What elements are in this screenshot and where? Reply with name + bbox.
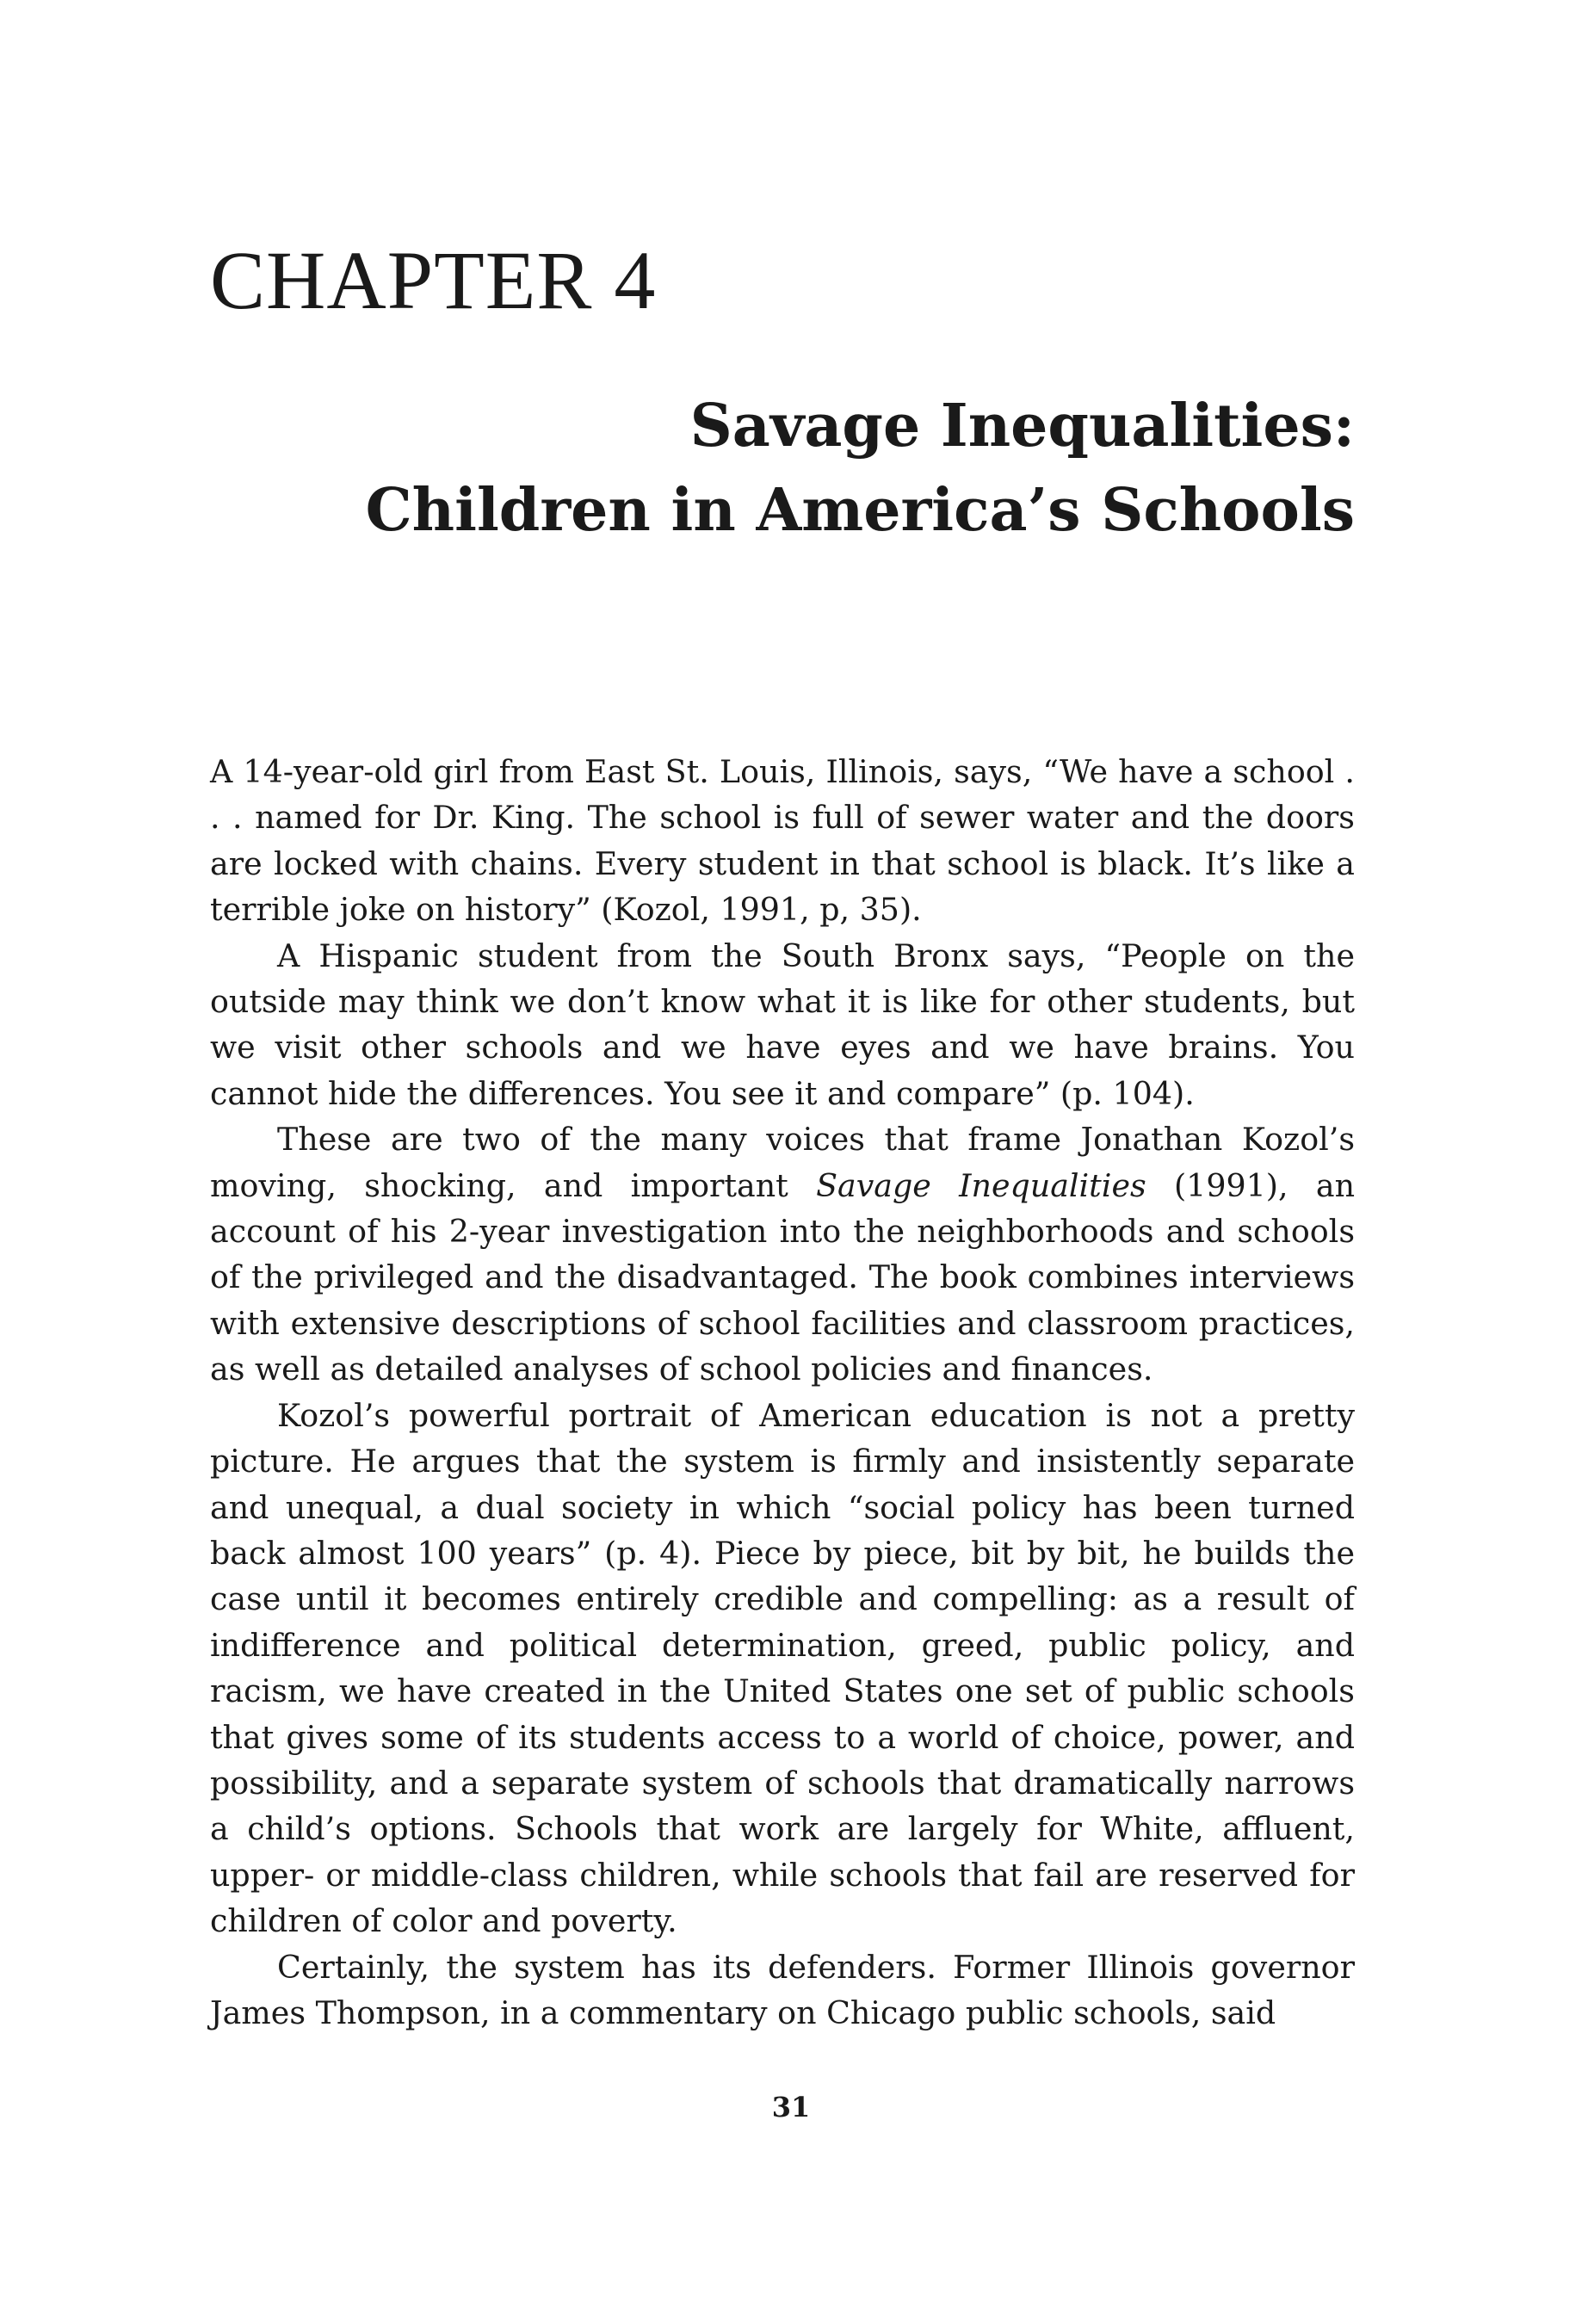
book-title: Savage Inequalities [816, 1166, 1146, 1204]
body-text [210, 749, 1355, 2036]
paragraph-3-lead: These are two of the many voices that frame Jonathan Kozol’s moving, shocking, and important [210, 1121, 1355, 1204]
paragraph-5: Certainly, the system has its defenders. Former Illinois governor James Thompson, in a commentary on Chicago public schools, said [210, 1948, 1355, 2031]
paragraph-3 [210, 1116, 1355, 1392]
chapter-label: CHAPTER 4 [210, 234, 657, 326]
paragraph-3-rest: (1991), an account of his 2-year investigation into the neighborhoods and schools of the privileged and the disadvantaged. The book combines interviews with extensive descriptions of school facilities and classroom practices, as well as detailed analyses of school policies and finances. [210, 1166, 1355, 1388]
chapter-title-line-2: Children in America’s Schools [365, 476, 1355, 545]
page-number: 31 [771, 2091, 811, 2123]
chapter-title-line-1: Savage Inequalities: [689, 392, 1355, 460]
paragraph-2: A Hispanic student from the South Bronx says, “People on the outside may think we don’t know what it is like for other students, but we visit other schools and we have eyes and we have brains. You cannot hide the differences. You see it and compare” (p. 104). [210, 936, 1355, 1112]
paragraph-4: Kozol’s powerful portrait of American education is not a pretty picture. He argues that the system is firmly and insistently separate and unequal, a dual society in which “social policy has been turned back almost 100 years” (p. 4). Piece by piece, bit by bit, he builds the case until it becomes entirely credible and compelling: as a result of indifference and political determination, greed, public policy, and racism, we have created in the United States one set of public schools that gives some of its students access to a world of choice, power, and possibility, and a separate system of schools that dramatically narrows a child’s options. Schools that work are largely for White, affluent, upper- or middle-class children, while schools that fail are reserved for children of color and poverty. [210, 1396, 1355, 1940]
paragraph-1: A 14-year-old girl from East St. Louis, Illinois, says, “We have a school . . . named for Dr. King. The school is full of sewer water and the doors are locked with chains. Every student in that school is black. It’s like a terrible joke on history” (Kozol, 1991, p, 35). [210, 753, 1355, 929]
chapter-title [210, 384, 1355, 553]
